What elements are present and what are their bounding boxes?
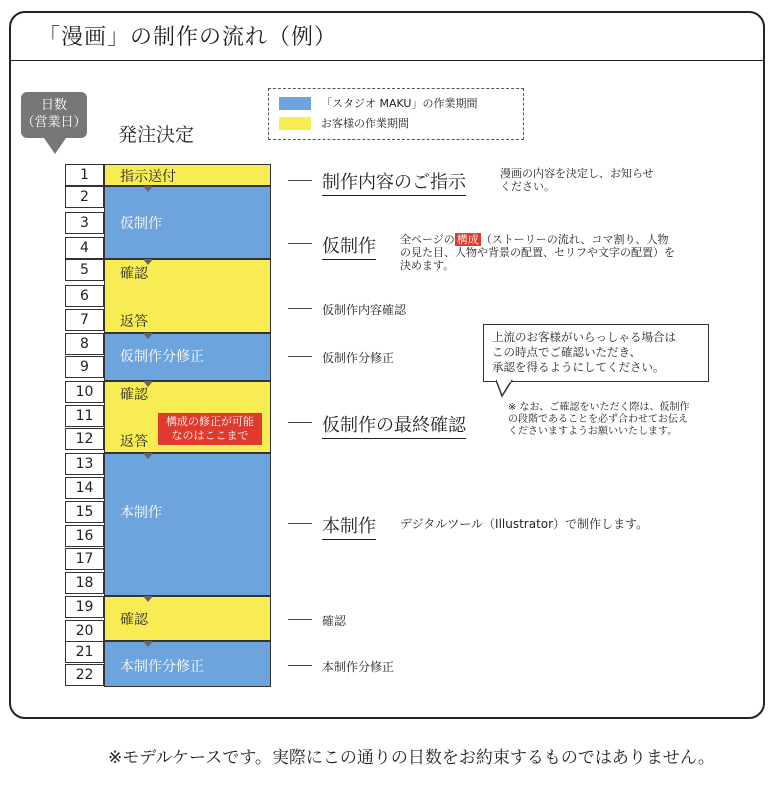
- connector-line: [288, 243, 312, 244]
- segment-label: 返答: [120, 434, 148, 450]
- note-line: くださいますようお願いいたします。: [508, 426, 678, 437]
- step-title-final: 本制作: [322, 512, 376, 540]
- footnote: ※モデルケースです。実際にこの通りの日数をお約束するものではありません。: [108, 748, 715, 768]
- day-cell: 3: [65, 212, 104, 234]
- callout-line: 上流のお客様がいらっしゃる場合は: [492, 330, 676, 344]
- step-title-draft-final: 仮制作の最終確認: [322, 411, 466, 439]
- flow-arrow-icon: [143, 259, 153, 265]
- red-note-line2: なのはここまで: [171, 429, 249, 442]
- step-title-instruction: 制作内容のご指示: [322, 168, 466, 196]
- legend-swatch-client: [279, 117, 311, 130]
- flow-arrow-icon: [143, 381, 153, 387]
- flow-arrow-icon: [143, 333, 153, 339]
- step-desc-draft: [400, 233, 675, 272]
- step-title-draft-check: 仮制作内容確認: [322, 303, 407, 317]
- days-header-pointer: [44, 138, 66, 154]
- day-cell: 14: [65, 477, 104, 499]
- note-line: ※ なお、ご確認をいただく際は、仮制作: [508, 402, 690, 413]
- segment-label: 指示送付: [120, 169, 176, 185]
- day-cell: 19: [65, 596, 104, 618]
- days-header-line2: （営業日）: [21, 115, 87, 130]
- segment-label: 仮制作: [120, 216, 162, 232]
- upstream-client-callout: [483, 324, 709, 382]
- legend-label-client: お客様の作業期間: [321, 117, 409, 130]
- red-note-line1: 構成の修正が可能: [166, 415, 254, 428]
- day-cell: 8: [65, 333, 104, 355]
- day-cell: 11: [65, 405, 104, 427]
- day-cell: 10: [65, 381, 104, 403]
- day-cell: 16: [65, 525, 104, 547]
- desc-line: ください。: [500, 180, 555, 193]
- desc-text: 全ページの: [400, 233, 455, 246]
- day-cell: 12: [65, 428, 104, 450]
- page-title: 「漫画」の制作の流れ（例）: [38, 25, 338, 50]
- segment-label: 確認: [120, 387, 148, 403]
- day-cell: 15: [65, 501, 104, 523]
- desc-line: 漫画の内容を決定し、お知らせ: [500, 167, 654, 180]
- callout-pointer: [496, 380, 516, 398]
- day-cell: 7: [65, 309, 104, 331]
- day-cell: 20: [65, 620, 104, 642]
- title-separator: [9, 60, 765, 61]
- desc-line: の見た目、人物や背景の配置、セリフや文字の配置）を: [400, 246, 675, 259]
- day-cell: 13: [65, 453, 104, 475]
- flow-arrow-icon: [143, 453, 153, 459]
- flow-arrow-icon: [143, 186, 153, 192]
- desc-line: [400, 233, 675, 246]
- connector-line: [288, 422, 312, 423]
- day-cell: 5: [65, 259, 104, 281]
- legend-swatch-studio: [279, 97, 311, 110]
- day-cell: 2: [65, 186, 104, 208]
- flow-arrow-icon: [143, 641, 153, 647]
- day-cell: 18: [65, 572, 104, 594]
- segment-label: 本制作: [120, 505, 162, 521]
- composition-tag: 構成: [456, 233, 479, 246]
- step-desc-instruction: [500, 167, 654, 193]
- day-cell: 1: [65, 164, 104, 186]
- day-cell: 17: [65, 548, 104, 570]
- callout-line: 承認を得るようにしてください。: [492, 360, 665, 374]
- segment-label: 仮制作分修正: [120, 349, 204, 365]
- callout-line: この時点でご確認いただき、: [492, 345, 642, 359]
- order-decision-label: 発注決定: [118, 124, 195, 146]
- desc-line: 決めます。: [400, 259, 455, 272]
- red-note: [158, 413, 262, 445]
- day-cell: 22: [65, 664, 104, 686]
- connector-line: [288, 308, 312, 309]
- connector-line: [288, 523, 312, 524]
- legend: [268, 88, 524, 140]
- day-cell: 6: [65, 285, 104, 307]
- segment-label: 返答: [120, 314, 148, 330]
- connector-line: [288, 619, 312, 620]
- step-title-draft-fix: 仮制作分修正: [322, 351, 395, 365]
- desc-text: （ストーリーの流れ、コマ割り、人物: [480, 233, 669, 246]
- day-cell: 9: [65, 356, 104, 378]
- connector-line: [288, 665, 312, 666]
- day-cell: 4: [65, 237, 104, 259]
- segment-label: 確認: [120, 266, 148, 282]
- segment-label: 本制作分修正: [120, 659, 204, 675]
- step-note-draft-final: [508, 402, 690, 438]
- legend-label-studio: 「スタジオ MAKU」の作業期間: [321, 97, 478, 110]
- step-desc-final: デジタルツール（Illustrator）で制作します。: [400, 517, 649, 531]
- step-title-draft: 仮制作: [322, 232, 376, 260]
- flow-arrow-icon: [143, 596, 153, 602]
- segment-final: [104, 453, 271, 596]
- connector-line: [288, 356, 312, 357]
- days-header-line1: 日数: [40, 98, 67, 113]
- connector-line: [288, 180, 312, 181]
- note-line: の段階であることを必ず合わせてお伝え: [508, 414, 688, 425]
- step-title-final-check: 確認: [322, 614, 347, 628]
- days-header: [21, 92, 87, 138]
- segment-label: 確認: [120, 612, 148, 628]
- step-title-final-fix: 本制作分修正: [322, 660, 395, 674]
- day-cell: 21: [65, 641, 104, 663]
